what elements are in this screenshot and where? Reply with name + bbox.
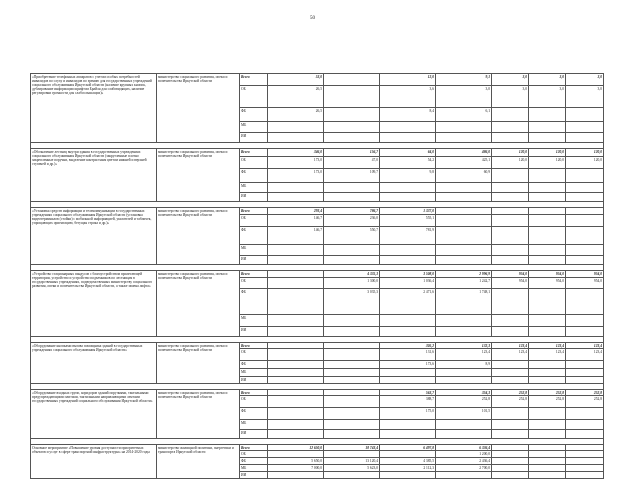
funding-value xyxy=(436,227,492,245)
funding-value xyxy=(566,122,604,133)
funding-value xyxy=(566,408,604,420)
funding-value: 146,7 xyxy=(268,215,324,227)
funding-value xyxy=(492,289,529,315)
funding-value xyxy=(529,227,566,245)
funding-value: 5 623,0 xyxy=(324,465,380,472)
funding-value xyxy=(566,133,604,143)
funding-value xyxy=(268,472,324,479)
funding-value: 120,0 xyxy=(566,157,604,169)
funding-value: 1 337,0 xyxy=(380,208,436,215)
funding-value: 123,4 xyxy=(436,349,492,361)
funding-value: 2 996,9 xyxy=(436,271,492,278)
funding-value: 954,0 xyxy=(492,271,529,278)
funding-value xyxy=(268,256,324,265)
funding-source: Всего xyxy=(240,74,268,86)
funding-value xyxy=(436,122,492,133)
page-number: 50 xyxy=(310,16,315,21)
funding-source: ОБ xyxy=(240,86,268,108)
funding-value xyxy=(436,420,492,430)
funding-value xyxy=(492,215,529,227)
funding-value xyxy=(529,208,566,215)
funding-value xyxy=(529,245,566,256)
funding-value xyxy=(529,133,566,143)
funding-value: 123,4 xyxy=(529,343,566,349)
funding-value xyxy=(324,74,380,86)
funding-value: 388,7 xyxy=(380,396,436,408)
funding-value xyxy=(268,430,324,439)
funding-value: 6 336,4 xyxy=(436,445,492,451)
funding-value: 954,0 xyxy=(492,278,529,289)
funding-value: 252,8 xyxy=(529,390,566,396)
activity-description: «Устройство стационарных пандусов с благоустройством прилегающей территории, устройство и устройство подъемников по лестницам в государственных учреждениях, подведомственных министерству социального развития, опеки и попечительства Иркутской области, а также замена лифта» xyxy=(31,271,157,337)
funding-value: 4 385,5 xyxy=(380,458,436,465)
funding-value xyxy=(324,420,380,430)
funding-value: 120,0 xyxy=(566,149,604,157)
funding-value: 64,0 xyxy=(380,149,436,157)
funding-value xyxy=(268,327,324,337)
funding-source: ИИ xyxy=(240,377,268,384)
funding-value: 120,0 xyxy=(529,149,566,157)
funding-value: 9,1 xyxy=(436,74,492,86)
funding-value: 120,0 xyxy=(492,157,529,169)
funding-value xyxy=(324,122,380,133)
funding-value xyxy=(436,133,492,143)
funding-value xyxy=(436,430,492,439)
funding-value xyxy=(566,472,604,479)
funding-value xyxy=(529,193,566,202)
funding-value xyxy=(492,327,529,337)
funding-value xyxy=(380,472,436,479)
funding-value: 26,5 xyxy=(268,108,324,122)
funding-value: 3,0 xyxy=(492,86,529,108)
funding-value xyxy=(268,245,324,256)
funding-value xyxy=(324,133,380,143)
funding-value xyxy=(566,108,604,122)
funding-value xyxy=(529,361,566,369)
funding-value xyxy=(324,472,380,479)
funding-value xyxy=(324,183,380,193)
funding-value xyxy=(529,377,566,384)
funding-row xyxy=(31,74,604,86)
executor-name: министерство социального развития, опеки и попечительства Иркутской области xyxy=(157,343,240,384)
funding-value xyxy=(380,315,436,327)
funding-source: МБ xyxy=(240,315,268,327)
funding-value xyxy=(324,245,380,256)
funding-value: 954,0 xyxy=(566,271,604,278)
funding-source: Всего xyxy=(240,149,268,157)
funding-value: 54,2 xyxy=(380,157,436,169)
funding-value xyxy=(566,369,604,377)
funding-value xyxy=(492,245,529,256)
funding-value xyxy=(436,377,492,384)
funding-value xyxy=(268,315,324,327)
funding-value xyxy=(268,408,324,420)
activity-description: «Приобретение телефонных аппаратов с учетом особых потребностей инвалидов по слуху и инвалидов по зрению для государственных учреждений социального обслуживания Иркутской области (наличие крупных кнопок, дублирование информации шрифтом Брайля для слабовидящих, наличие регулировки громкости для слабослышащих)» xyxy=(31,74,157,143)
funding-value xyxy=(492,256,529,265)
funding-source: МБ xyxy=(240,369,268,377)
activity-description: «Установка средств информации и телекоммуникации в государственных учреждениях социального обслуживания Иркутской области (установка видеотерминалов (стойки) с мобильной информацией, указателей и табличек, упрощающих ориентацию, бегущая строка и др.)» xyxy=(31,208,157,265)
funding-value: 156,7 xyxy=(324,149,380,157)
funding-value: 120,0 xyxy=(529,157,566,169)
funding-source: ОБ xyxy=(240,396,268,408)
funding-value xyxy=(380,327,436,337)
funding-value xyxy=(529,430,566,439)
funding-source: МБ xyxy=(240,122,268,133)
funding-value: 3,0 xyxy=(492,74,529,86)
funding-value: 123,4 xyxy=(492,343,529,349)
funding-value: 305,2 xyxy=(380,343,436,349)
funding-value xyxy=(324,193,380,202)
funding-source: ФБ xyxy=(240,458,268,465)
funding-value: 131,6 xyxy=(380,349,436,361)
funding-value: 123,4 xyxy=(492,349,529,361)
funding-value xyxy=(492,315,529,327)
funding-value xyxy=(566,245,604,256)
funding-value xyxy=(268,369,324,377)
funding-value xyxy=(566,430,604,439)
funding-source: МБ xyxy=(240,245,268,256)
funding-value xyxy=(324,327,380,337)
funding-value xyxy=(529,465,566,472)
funding-value xyxy=(268,377,324,384)
funding-value xyxy=(566,227,604,245)
funding-value: 9,8 xyxy=(380,169,436,183)
activity-description: «Обозначение лестниц внутри здания в государственных учреждениях социального обслуживания Иркутской области (закругленные плотно закрепленные поручни, выделение контрастным цветом нижней и верхней ступеней и др.)» xyxy=(31,149,157,202)
funding-source: ОБ xyxy=(240,451,268,458)
funding-value xyxy=(566,361,604,369)
funding-value: 6 497,8 xyxy=(380,445,436,451)
funding-value xyxy=(436,315,492,327)
funding-value: 486,0 xyxy=(436,149,492,157)
funding-value xyxy=(492,208,529,215)
funding-source: ИИ xyxy=(240,133,268,143)
funding-value xyxy=(529,369,566,377)
funding-value xyxy=(268,122,324,133)
funding-value: 3 508,0 xyxy=(380,271,436,278)
funding-value: 47,0 xyxy=(324,157,380,169)
funding-value xyxy=(492,408,529,420)
funding-value xyxy=(380,193,436,202)
funding-value xyxy=(529,108,566,122)
funding-value: 293,4 xyxy=(268,208,324,215)
funding-value xyxy=(492,108,529,122)
funding-value xyxy=(436,208,492,215)
funding-value xyxy=(566,193,604,202)
funding-source: ФБ xyxy=(240,289,268,315)
funding-value: 236,0 xyxy=(324,215,380,227)
funding-value: 954,0 xyxy=(529,278,566,289)
funding-source: ИИ xyxy=(240,193,268,202)
funding-value xyxy=(492,369,529,377)
funding-value: 12 650,0 xyxy=(268,445,324,451)
executor-name: министерство жилищной политики, энергетики и транспорта Иркутской области xyxy=(157,445,240,479)
funding-source: Всего xyxy=(240,271,268,278)
funding-value xyxy=(566,289,604,315)
funding-value: 2 700,0 xyxy=(436,465,492,472)
funding-value: 146,7 xyxy=(268,227,324,245)
funding-source: ОБ xyxy=(240,157,268,169)
funding-value xyxy=(436,183,492,193)
funding-row xyxy=(31,149,604,157)
funding-value: 3,0 xyxy=(529,74,566,86)
funding-value xyxy=(324,315,380,327)
funding-value: 425,1 xyxy=(436,157,492,169)
funding-value xyxy=(529,256,566,265)
funding-value: 8,4 xyxy=(380,108,436,122)
funding-value: 252,8 xyxy=(529,396,566,408)
funding-source: ФБ xyxy=(240,169,268,183)
funding-value xyxy=(492,465,529,472)
funding-source: ИИ xyxy=(240,472,268,479)
funding-value xyxy=(566,208,604,215)
funding-value xyxy=(492,420,529,430)
funding-source: ИИ xyxy=(240,327,268,337)
activity-description: «Оборудование кнопками вызова помощника зданий в государственных учреждениях социального обслуживания Иркутской области» xyxy=(31,343,157,384)
funding-value: 252,8 xyxy=(492,396,529,408)
funding-value xyxy=(492,227,529,245)
funding-value xyxy=(268,133,324,143)
funding-source: Всего xyxy=(240,343,268,349)
funding-value xyxy=(566,183,604,193)
funding-value xyxy=(529,289,566,315)
funding-value: 1 748,1 xyxy=(436,289,492,315)
funding-value xyxy=(529,315,566,327)
funding-value xyxy=(268,420,324,430)
funding-value: 26,5 xyxy=(268,86,324,108)
funding-value xyxy=(436,256,492,265)
funding-value xyxy=(380,122,436,133)
funding-value: 173,0 xyxy=(268,169,324,183)
funding-value xyxy=(566,420,604,430)
funding-value xyxy=(566,215,604,227)
funding-value: 252,8 xyxy=(492,390,529,396)
funding-value: 781,9 xyxy=(380,227,436,245)
funding-value xyxy=(268,396,324,408)
funding-value: 346,0 xyxy=(268,149,324,157)
funding-value xyxy=(268,193,324,202)
funding-value xyxy=(492,377,529,384)
funding-value xyxy=(324,377,380,384)
funding-value: 53,0 xyxy=(268,74,324,86)
funding-source: Всего xyxy=(240,390,268,396)
funding-value: 4 335,3 xyxy=(324,271,380,278)
funding-value: 18 743,4 xyxy=(324,445,380,451)
funding-value xyxy=(436,472,492,479)
funding-value xyxy=(268,289,324,315)
funding-value: 1 300,0 xyxy=(324,278,380,289)
funding-value xyxy=(492,183,529,193)
funding-value: 7 000,0 xyxy=(268,465,324,472)
funding-value: 60,9 xyxy=(436,169,492,183)
funding-value: 2 471,6 xyxy=(380,289,436,315)
funding-value: 175,0 xyxy=(380,408,436,420)
funding-source: ФБ xyxy=(240,361,268,369)
funding-value xyxy=(324,256,380,265)
funding-value xyxy=(436,327,492,337)
funding-value: 109,7 xyxy=(324,169,380,183)
funding-source: МБ xyxy=(240,183,268,193)
funding-row xyxy=(31,271,604,278)
funding-value: 786,7 xyxy=(324,208,380,215)
funding-value: 563,7 xyxy=(380,390,436,396)
funding-value xyxy=(324,430,380,439)
funding-value xyxy=(566,377,604,384)
funding-value: 555,1 xyxy=(380,215,436,227)
funding-value xyxy=(436,193,492,202)
funding-value xyxy=(324,408,380,420)
funding-value xyxy=(436,369,492,377)
funding-value: 3 035,3 xyxy=(324,289,380,315)
funding-source: Всего xyxy=(240,445,268,451)
funding-value xyxy=(324,361,380,369)
funding-value xyxy=(380,420,436,430)
funding-value xyxy=(492,472,529,479)
executor-name: министерство социального развития, опеки и попечительства Иркутской области xyxy=(157,271,240,337)
funding-value xyxy=(380,256,436,265)
funding-source: ИИ xyxy=(240,430,268,439)
funding-value: 252,8 xyxy=(566,396,604,408)
funding-value: 173,6 xyxy=(380,361,436,369)
funding-value: 123,4 xyxy=(566,343,604,349)
funding-source: ФБ xyxy=(240,408,268,420)
funding-value xyxy=(566,315,604,327)
funding-value xyxy=(492,133,529,143)
funding-value xyxy=(380,377,436,384)
funding-value xyxy=(436,245,492,256)
executor-name: министерство социального развития, опеки и попечительства Иркутской области xyxy=(157,74,240,143)
funding-value: 132,3 xyxy=(436,343,492,349)
funding-value: 6,1 xyxy=(436,108,492,122)
funding-value xyxy=(492,169,529,183)
funding-value xyxy=(268,271,324,278)
funding-value: 3,0 xyxy=(436,86,492,108)
funding-value: 1 200,0 xyxy=(436,451,492,458)
funding-value xyxy=(268,361,324,369)
funding-value xyxy=(380,133,436,143)
funding-value xyxy=(529,472,566,479)
funding-value xyxy=(529,420,566,430)
funding-source: МБ xyxy=(240,420,268,430)
funding-value: 954,0 xyxy=(529,271,566,278)
funding-value xyxy=(529,169,566,183)
funding-value: 3,0 xyxy=(529,86,566,108)
funding-value: 550,7 xyxy=(324,227,380,245)
funding-value xyxy=(566,327,604,337)
funding-value xyxy=(324,349,380,361)
funding-value xyxy=(380,369,436,377)
funding-value: 3,0 xyxy=(566,86,604,108)
funding-value: 173,0 xyxy=(268,157,324,169)
funding-value: 12,0 xyxy=(380,74,436,86)
funding-value xyxy=(324,108,380,122)
funding-value: 123,4 xyxy=(566,349,604,361)
funding-value xyxy=(380,245,436,256)
funding-value xyxy=(436,215,492,227)
executor-name: министерство социального развития, опеки и попечительства Иркутской области xyxy=(157,208,240,265)
funding-source: ИИ xyxy=(240,256,268,265)
activity-description: «Оборудование входных групп, коридоров зданий поручнями, тактильными предупреждающими плитами, тактильными направляющими лентами государственных учреждений социального обслуживания Иркутской области» xyxy=(31,390,157,439)
funding-value xyxy=(268,183,324,193)
funding-value: 101,5 xyxy=(436,408,492,420)
funding-value: 252,8 xyxy=(566,390,604,396)
funding-value xyxy=(324,86,380,108)
funding-source: ОБ xyxy=(240,278,268,289)
funding-value xyxy=(529,122,566,133)
funding-value xyxy=(492,193,529,202)
funding-value xyxy=(268,349,324,361)
funding-value: 252,8 xyxy=(436,396,492,408)
funding-value xyxy=(529,183,566,193)
funding-value xyxy=(380,183,436,193)
funding-value: 954,0 xyxy=(566,278,604,289)
funding-source: ФБ xyxy=(240,227,268,245)
funding-value: 3,0 xyxy=(566,74,604,86)
funding-value: 8,9 xyxy=(436,361,492,369)
funding-value xyxy=(566,465,604,472)
funding-value xyxy=(529,458,566,465)
funding-value xyxy=(566,169,604,183)
funding-value: 2 112,3 xyxy=(380,465,436,472)
funding-value: 1 242,7 xyxy=(436,278,492,289)
funding-source: ОБ xyxy=(240,349,268,361)
funding-value: 123,4 xyxy=(529,349,566,361)
funding-value xyxy=(529,215,566,227)
activity-description: Основное мероприятие «Повышение уровня доступности приоритетных объектов и услуг в сфере транспортной инфраструктуры» на 2014-2020 годы xyxy=(31,445,157,479)
funding-value: 5 650,0 xyxy=(268,458,324,465)
funding-value: 354,3 xyxy=(436,390,492,396)
funding-source: МБ xyxy=(240,465,268,472)
funding-value xyxy=(492,122,529,133)
funding-value xyxy=(380,430,436,439)
program-funding-table xyxy=(30,73,604,479)
funding-value xyxy=(492,458,529,465)
funding-value: 120,0 xyxy=(492,149,529,157)
executor-name: министерство социального развития, опеки и попечительства Иркутской области xyxy=(157,390,240,439)
funding-value xyxy=(529,408,566,420)
funding-value xyxy=(492,430,529,439)
funding-value: 3,6 xyxy=(380,86,436,108)
executor-name: министерство социального развития, опеки и попечительства Иркутской области xyxy=(157,149,240,202)
funding-value xyxy=(324,369,380,377)
funding-value xyxy=(268,278,324,289)
funding-value: 2 436,4 xyxy=(436,458,492,465)
funding-value xyxy=(529,327,566,337)
funding-source: ФБ xyxy=(240,108,268,122)
funding-source: ОБ xyxy=(240,215,268,227)
funding-value: 13 120,4 xyxy=(324,458,380,465)
funding-value xyxy=(566,458,604,465)
funding-source: Всего xyxy=(240,208,268,215)
funding-value: 1 036,4 xyxy=(380,278,436,289)
funding-row xyxy=(31,208,604,215)
funding-value xyxy=(324,396,380,408)
funding-value xyxy=(492,361,529,369)
funding-value xyxy=(566,256,604,265)
